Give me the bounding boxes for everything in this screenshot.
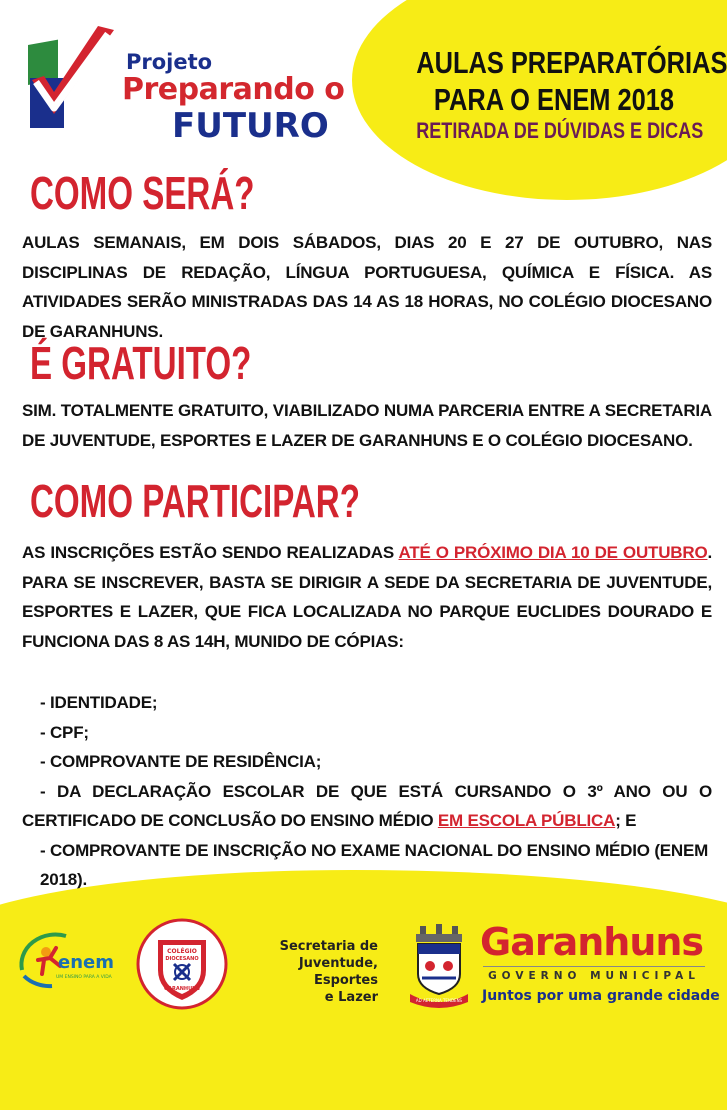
projeto-preparando-o-futuro-logo bbox=[22, 22, 345, 146]
requirement-inscricao-enem: - COMPROVANTE DE INSCRIÇÃO NO EXAME NACIONAL DO ENSINO MÉDIO (ENEM 2018). bbox=[40, 840, 709, 889]
heading-como-sera: COMO SERÁ? bbox=[30, 167, 255, 219]
logo-futuro: FUTURO bbox=[172, 106, 329, 146]
participar-text-start: AS INSCRIÇÕES ESTÃO SENDO REALIZADAS bbox=[22, 543, 399, 562]
paragraph-como-sera: AULAS SEMANAIS, EM DOIS SÁBADOS, DIAS 20 E 27 DE OUTUBRO, NAS DISCIPLINAS DE REDAÇÃO, LÍNGUA PORTUGUESA, QUÍMICA E FÍSICA. AS ATIVIDADES SERÃO MINISTRADAS DAS 14 AS 18 HORAS, NO COLÉGIO DIOCESANO DE GARANHUNS. bbox=[22, 233, 712, 341]
escola-publica-highlight: EM ESCOLA PÚBLICA bbox=[437, 811, 616, 830]
coat-motto: AD AETERNA TENDENS bbox=[415, 998, 463, 1003]
secretaria-label bbox=[240, 938, 378, 1006]
garanhuns-coat-of-arms bbox=[406, 922, 472, 1008]
deadline-highlight: ATÉ O PRÓXIMO DIA 10 DE OUTUBRO bbox=[398, 543, 708, 562]
seal-garanhuns: GARANHUNS bbox=[164, 986, 200, 992]
requirements-list bbox=[22, 688, 712, 895]
logo-preparando: Preparando o bbox=[122, 72, 345, 107]
checkmark-icon bbox=[22, 22, 132, 132]
logo-projeto: Projeto bbox=[126, 50, 213, 74]
colegio-diocesano-seal bbox=[136, 918, 228, 1010]
seal-colegio: COLÉGIO bbox=[167, 948, 197, 955]
enem-wordmark: enem bbox=[58, 952, 114, 973]
governo-municipal-label: GOVERNO MUNICIPAL bbox=[488, 970, 700, 982]
paragraph-como-participar bbox=[22, 538, 712, 656]
secretaria-line2: Juventude, Esportes bbox=[298, 956, 378, 988]
declaracao-end: ; E bbox=[615, 811, 637, 830]
garanhuns-slogan: Juntos por uma grande cidade bbox=[482, 988, 720, 1004]
header-title-line1: AULAS PREPARATÓRIAS bbox=[416, 45, 727, 80]
secretaria-line1: Secretaria de bbox=[279, 939, 378, 954]
secretaria-line3: e Lazer bbox=[324, 990, 378, 1005]
participar-text-end: . PARA SE INSCREVER, BASTA SE DIRIGIR A SEDE DA SECRETARIA DE JUVENTUDE, ESPORTES E LAZER, QUE FICA LOCALIZADA NO PARQUE EUCLIDES DOURADO E FUNCIONA DAS 8 AS 14H, MUNIDO DE CÓPIAS: bbox=[22, 543, 712, 651]
enem-logo bbox=[16, 930, 126, 990]
declaracao-text: - DA DECLARAÇÃO ESCOLAR DE QUE ESTÁ CURSANDO O 3º ANO OU O CERTIFICADO DE CONCLUSÃO DO ENSINO MÉDIO bbox=[22, 781, 712, 830]
requirement-cpf: - CPF; bbox=[40, 722, 89, 742]
heading-como-participar: COMO PARTICIPAR? bbox=[30, 475, 360, 527]
seal-diocesano: DIOCESANO bbox=[165, 956, 199, 962]
paragraph-gratuito: SIM. TOTALMENTE GRATUITO, VIABILIZADO NUMA PARCERIA ENTRE A SECRETARIA DE JUVENTUDE, ESPORTES E LAZER DE GARANHUNS E O COLÉGIO DIOCESANO. bbox=[22, 401, 712, 450]
header-title-block bbox=[386, 44, 727, 144]
header-subtitle: RETIRADA DE DÚVIDAS E DICAS bbox=[416, 118, 704, 143]
garanhuns-wordmark: Garanhuns bbox=[480, 920, 704, 964]
header-title-line2: PARA O ENEM 2018 bbox=[433, 82, 675, 117]
requirement-declaracao bbox=[22, 777, 712, 836]
garanhuns-divider bbox=[483, 966, 705, 967]
requirement-identidade: - IDENTIDADE; bbox=[40, 693, 158, 712]
requirement-residencia: - COMPROVANTE DE RESIDÊNCIA; bbox=[40, 752, 322, 771]
heading-gratuito: É GRATUITO? bbox=[30, 337, 252, 389]
enem-tagline: UM ENSINO PARA A VIDA bbox=[56, 975, 112, 980]
